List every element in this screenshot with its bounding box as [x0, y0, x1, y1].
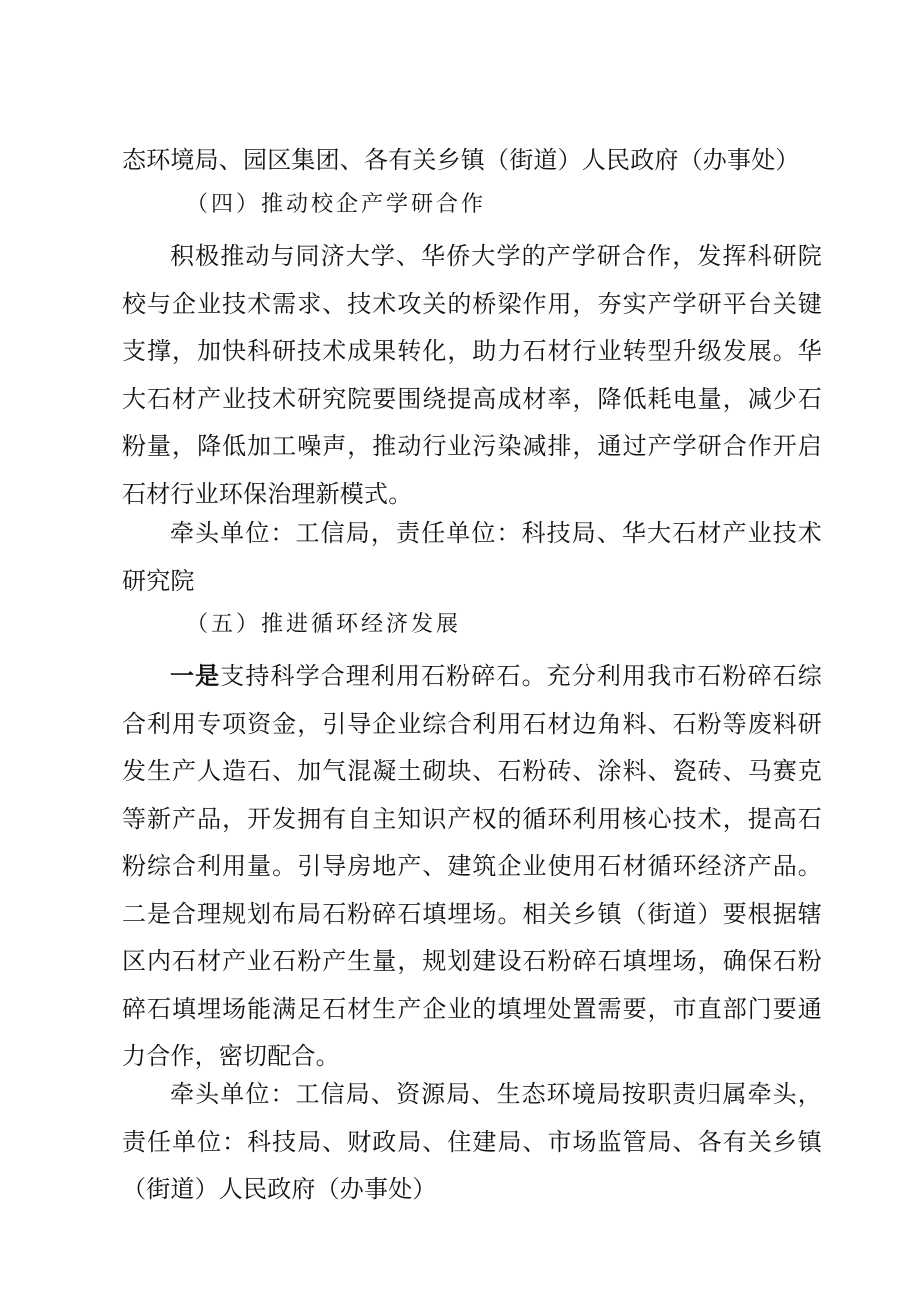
section-5-paragraph-text: 支持科学合理利用石粉碎石。充分利用我市石粉碎石综合利用专项资金，引导企业综合利用石材边角料、石粉等废料研发生产人造石、加气混凝土砌块、石粉砖、涂料、瓷砖、马赛克等新产品，开发拥有自主知识产权的循环利用核心技术，提高石粉综合利用量。引导房地产、建筑企业使用石材循环经济产品。二是合理规划布局石粉碎石填埋场。相关乡镇（街道）要根据辖区内石材产业石粉产生量，规划建设石粉碎石填埋场，确保石粉碎石填埋场能满足石材生产企业的填埋处置需要，市直部门要通力合作，密切配合。: [122, 662, 822, 1070]
section-5-responsibility: 牵头单位：工信局、资源局、生态环境局按职责归属牵头，责任单位：科技局、财政局、住建局、市场监管局、各有关乡镇（街道）人民政府（办事处）: [122, 1080, 822, 1203]
section-4-heading: （四）推动校企产学研合作: [186, 192, 487, 217]
section-5-paragraph: [122, 653, 822, 1081]
section-5-heading: （五）推进循环经济发展: [186, 612, 462, 637]
section-4-responsibility: 牵头单位：工信局，责任单位：科技局、华大石材产业技术研究院: [122, 519, 822, 595]
section-4-paragraph: 积极推动与同济大学、华侨大学的产学研合作，发挥科研院校与企业技术需求、技术攻关的桥梁作用，夯实产学研平台关键支撑，加快科研技术成果转化，助力石材行业转型升级发展。华大石材产业技术研究院要围绕提高成材率，降低耗电量，减少石粉量，降低加工噪声，推动行业污染减排，通过产学研合作开启石材行业环保治理新模式。: [122, 242, 822, 508]
section-5-lead-bold: 一是: [170, 662, 221, 690]
carryover-line: 态环境局、园区集团、各有关乡镇（街道）人民政府（办事处）: [122, 146, 800, 174]
